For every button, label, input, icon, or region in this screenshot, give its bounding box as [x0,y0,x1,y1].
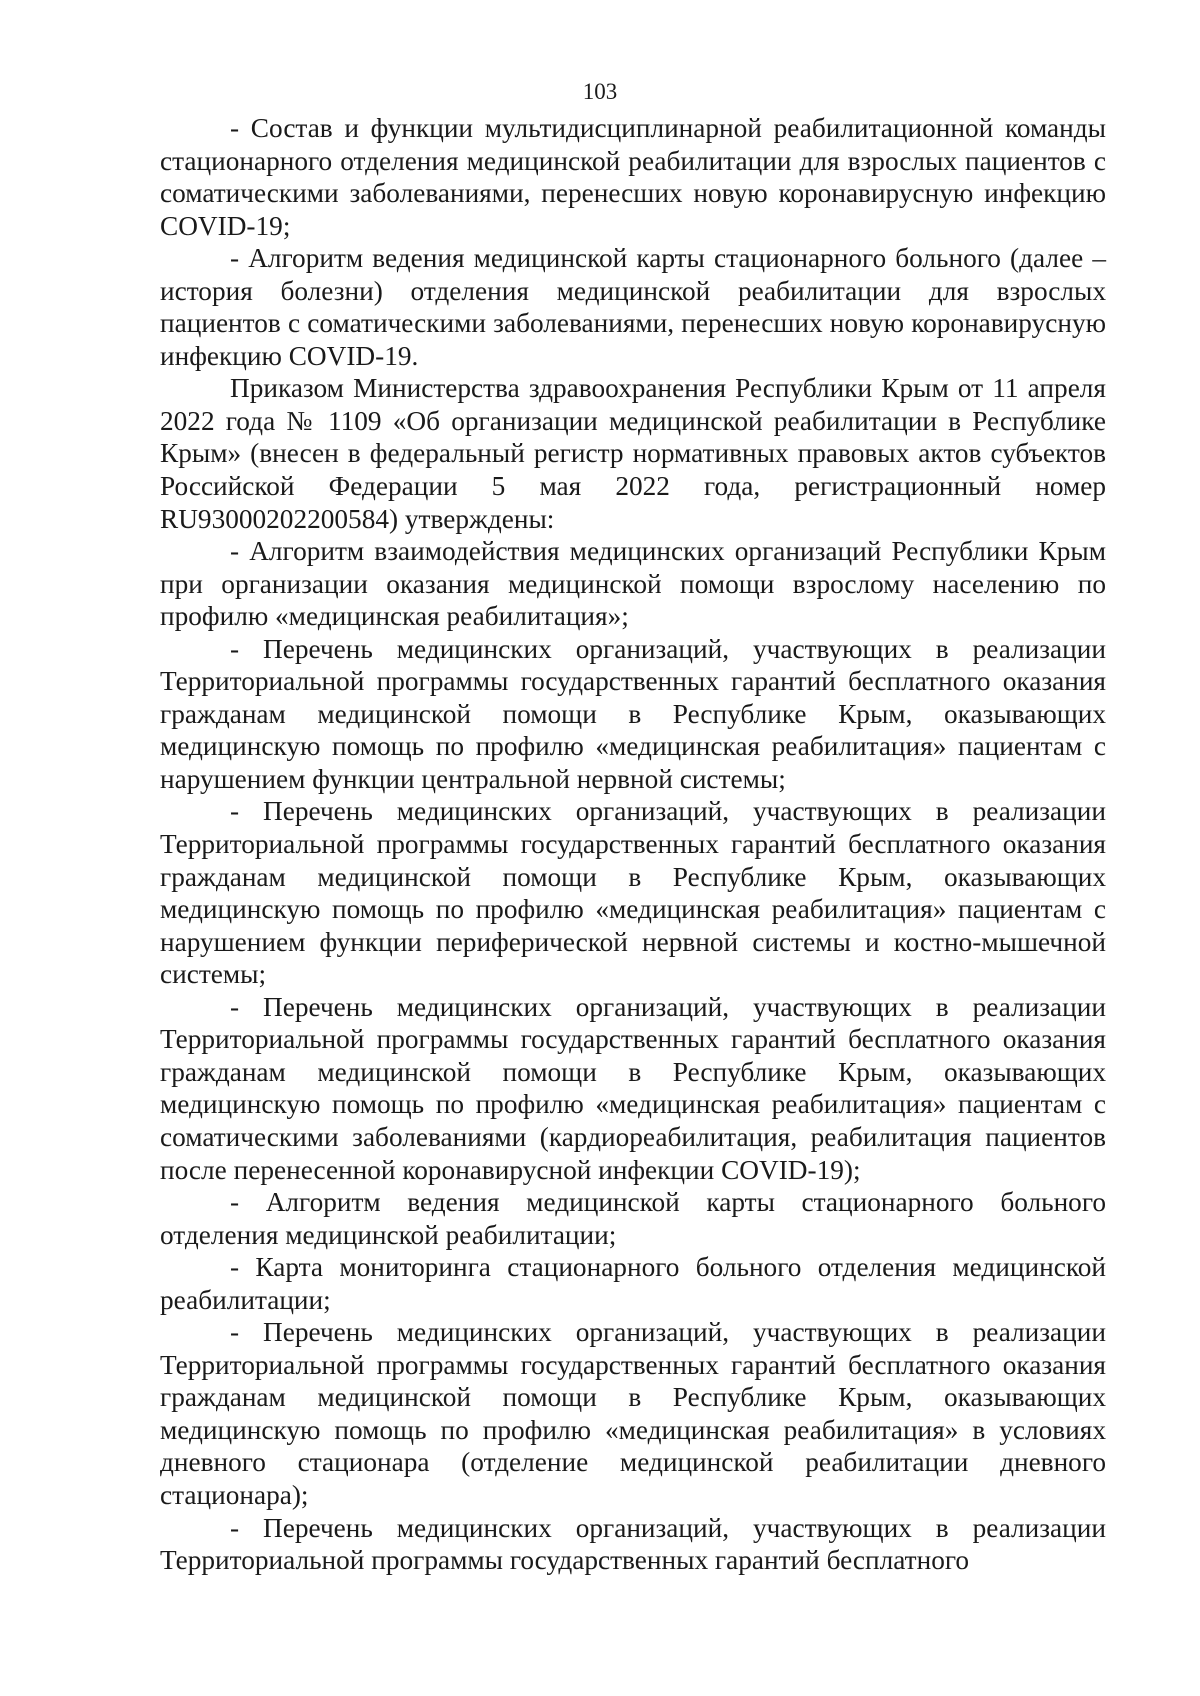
paragraph-4: - Алгоритм взаимодействия медицинских организаций Республики Крым при организации оказания медицинской помощи взрослому населению по профилю «медицинская реабилитация»; [160,536,1106,632]
paragraph-3: Приказом Министерства здравоохранения Республики Крым от 11 апреля 2022 года № 1109 «Об организации медицинской реабилитации в Республике Крым» (внесен в федеральный регистр нормативных правовых актов субъектов Российской Федерации 5 мая 2022 года, регистрационный номер RU93000202200584) утверждены: [160,373,1106,534]
paragraph-10: - Перечень медицинских организаций, участвующих в реализации Территориальной программы государственных гарантий бесплатного оказания гражданам медицинской помощи в Республике Крым, оказывающих медицинскую помощь по профилю «медицинская реабилитация» в условиях дневного стационара (отделение медицинской реабилитации дневного стационара); [160,1317,1106,1510]
document-body [160,112,1106,1577]
paragraph-2: - Алгоритм ведения медицинской карты стационарного больного (далее – история болезни) отделения медицинской реабилитации для взрослых пациентов с соматическими заболеваниями, перенесших новую коронавирусную инфекцию COVID-19. [160,243,1106,371]
paragraph-1: - Состав и функции мультидисциплинарной реабилитационной команды стационарного отделения медицинской реабилитации для взрослых пациентов с соматическими заболеваниями, перенесших новую коронавирусную инфекцию COVID-19; [160,113,1106,241]
paragraph-5: - Перечень медицинских организаций, участвующих в реализации Территориальной программы государственных гарантий бесплатного оказания гражданам медицинской помощи в Республике Крым, оказывающих медицинскую помощь по профилю «медицинская реабилитация» пациентам с нарушением функции центральной нервной системы; [160,633,1106,794]
paragraph-8: - Алгоритм ведения медицинской карты стационарного больного отделения медицинской реабилитации; [160,1187,1106,1250]
page-number: 103 [582,79,618,104]
paragraph-11: - Перечень медицинских организаций, участвующих в реализации Территориальной программы государственных гарантий бесплатного [160,1512,1106,1576]
paragraph-6: - Перечень медицинских организаций, участвующих в реализации Территориальной программы государственных гарантий бесплатного оказания гражданам медицинской помощи в Республике Крым, оказывающих медицинскую помощь по профилю «медицинская реабилитация» пациентам с нарушением функции периферической нервной системы и костно-мышечной системы; [160,796,1106,990]
paragraph-9: - Карта мониторинга стационарного больного отделения медицинской реабилитации; [160,1252,1106,1315]
paragraph-7: - Перечень медицинских организаций, участвующих в реализации Территориальной программы государственных гарантий бесплатного оказания гражданам медицинской помощи в Республике Крым, оказывающих медицинскую помощь по профилю «медицинская реабилитация» пациентам с соматическими заболеваниями (кардиореабилитация, реабилитация пациентов после перенесенной коронавирусной инфекции COVID-19); [160,991,1106,1185]
